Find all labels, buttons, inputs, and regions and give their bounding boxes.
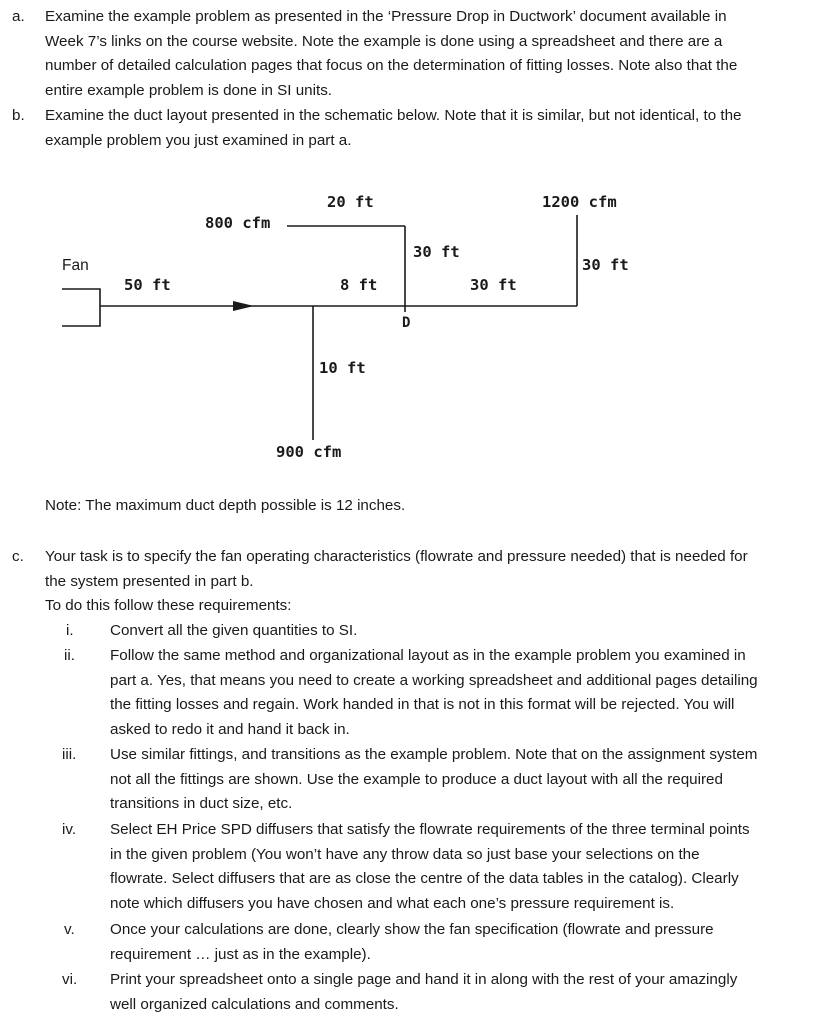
end-riser-label: 30 ft — [582, 256, 629, 274]
requirement-text — [110, 968, 806, 1017]
fan-symbol — [62, 289, 100, 326]
item-text — [45, 104, 805, 153]
text-line: To do this follow these requirements: — [45, 597, 292, 615]
branch-vertical-label: 30 ft — [413, 243, 460, 261]
text-line: requirement … just as in the example). — [110, 945, 371, 963]
text-line: Week 7’s links on the course website. Note the example is done using a spreadsheet and there are a — [45, 32, 723, 50]
text-line: Examine the example problem as presented in the ‘Pressure Drop in Ductwork’ document available in — [45, 8, 727, 25]
requirement-marker: iv. — [62, 821, 77, 838]
requirement-marker: i. — [66, 622, 74, 639]
text-line: Select EH Price SPD diffusers that satisfy the flowrate requirements of the three terminal points — [110, 821, 750, 838]
text-line: asked to redo it and hand it back in. — [110, 720, 350, 738]
fan-label: Fan — [62, 257, 89, 274]
duct-schematic — [0, 180, 814, 470]
drop-flow-label: 900 cfm — [276, 443, 342, 461]
text-line: the fitting losses and regain. Work handed in that is not in this format will be rejected. You will — [110, 696, 735, 714]
requirement-text — [110, 644, 806, 742]
segment-8-label: 8 ft — [340, 276, 378, 294]
requirement-text — [110, 743, 806, 817]
text-line: entire example problem is done in SI units. — [45, 81, 333, 99]
drop-length-label: 10 ft — [319, 359, 366, 377]
text-line: part a. Yes, that means you need to create a working spreadsheet and additional pages detailing — [110, 671, 758, 689]
requirement-text — [110, 918, 806, 967]
text-line: note which diffusers you have chosen and what each one’s pressure requirement is. — [110, 894, 675, 912]
branch-flow-label: 800 cfm — [205, 214, 271, 232]
text-line: the system presented in part b. — [45, 572, 254, 590]
text-line: flowrate. Select diffusers that are as close the centre of the data tables in the catalog). Clearly — [110, 870, 739, 888]
requirement-marker: iii. — [62, 746, 77, 763]
text-line: Use similar fittings, and transitions as the example problem. Note that on the assignment system — [110, 746, 758, 763]
text-line: number of detailed calculation pages that focus on the determination of fitting losses. Note also that the — [45, 57, 738, 75]
item-marker: a. — [12, 8, 25, 25]
damper-label: D — [402, 315, 411, 331]
requirement-text — [110, 619, 806, 644]
requirement-text — [110, 818, 806, 916]
text-line: Your task is to specify the fan operating characteristics (flowrate and pressure needed) that is needed for — [45, 548, 748, 565]
branch-horizontal-label: 20 ft — [327, 193, 374, 211]
requirement-marker: vi. — [62, 971, 78, 988]
text-line: not all the fittings are shown. Use the example to produce a duct layout with all the required — [110, 770, 723, 788]
text-line: in the given problem (You won’t have any throw data so just base your selections on the — [110, 845, 700, 863]
text-line: transitions in duct size, etc. — [110, 795, 293, 813]
right-run-label: 30 ft — [470, 276, 517, 294]
text-line: Follow the same method and organizational layout as in the example problem you examined in — [110, 647, 746, 664]
item-text — [45, 5, 805, 103]
schematic-note: Note: The maximum duct depth possible is 12 inches. — [45, 497, 406, 514]
main-length-label: 50 ft — [124, 276, 171, 294]
text-line: Print your spreadsheet onto a single page and hand it in along with the rest of your amazingly — [110, 971, 738, 988]
item-marker: c. — [12, 548, 24, 565]
requirement-marker: ii. — [64, 647, 75, 664]
text-line: Once your calculations are done, clearly show the fan specification (flowrate and pressure — [110, 921, 714, 938]
flow-arrow-icon — [233, 301, 254, 311]
text-line: well organized calculations and comments. — [110, 995, 399, 1013]
text-line: Convert all the given quantities to SI. — [110, 622, 358, 639]
end-flow-label: 1200 cfm — [542, 193, 617, 211]
item-marker: b. — [12, 107, 25, 124]
requirement-marker: v. — [64, 921, 75, 938]
item-text — [45, 545, 805, 619]
text-line: example problem you just examined in part a. — [45, 131, 352, 149]
text-line: Examine the duct layout presented in the schematic below. Note that it is similar, but not identical, to the — [45, 107, 742, 124]
